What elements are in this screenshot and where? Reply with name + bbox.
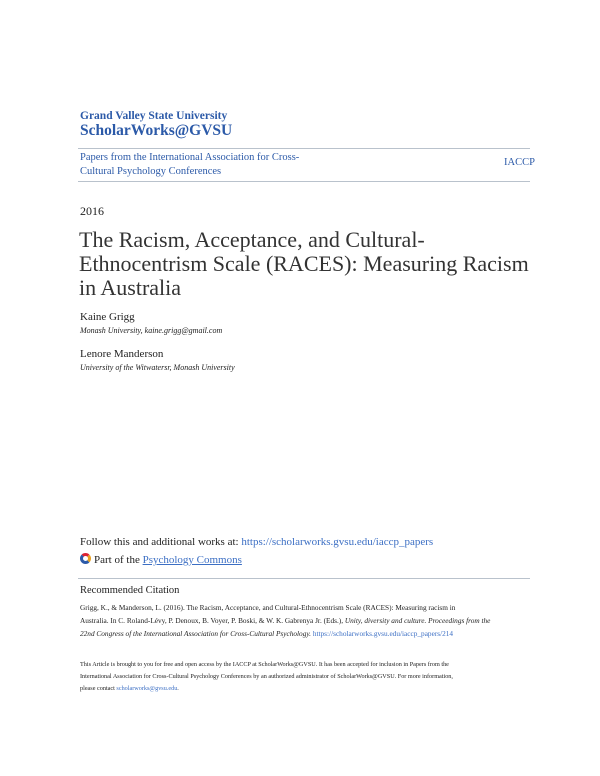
divider <box>78 181 530 182</box>
citation-text-part: Unity, diversity and culture. Proceedings from the <box>344 616 491 625</box>
footer-text: please contact <box>80 685 117 692</box>
citation-text-part: Australia. In C. Roland-Lévy, P. Denoux, B. Voyer, P. Boski, & W. K. Gabrenya Jr. (Eds.), <box>80 616 345 625</box>
title-line: in Australia <box>79 275 182 300</box>
divider <box>78 578 530 579</box>
repository-name[interactable]: ScholarWorks@GVSU <box>80 122 233 139</box>
part-of-line <box>80 553 242 566</box>
follow-line <box>80 536 433 548</box>
commons-logo-icon <box>80 553 91 564</box>
footer-line: International Association for Cross-Cultural Psychology Conferences by an authorized administrator of ScholarWorks@GVSU. For more information, <box>80 673 453 680</box>
citation-text-part: 22nd Congress of the International Association for Cross-Cultural Psychology. <box>80 629 313 638</box>
citation-heading: Recommended Citation <box>80 585 180 596</box>
year: 2016 <box>80 204 104 218</box>
divider <box>78 148 530 149</box>
footer-line: This Article is brought to you for free and open access by the IACCP at ScholarWorks@GVSU. It has been accepted for inclusion in Papers from the <box>80 661 449 668</box>
citation-line: Grigg, K., & Manderson, L. (2016). The Racism, Acceptance, and Cultural-Ethnocentrism Scale (RACES): Measuring racism in <box>80 603 456 612</box>
title-line: Ethnocentrism Scale (RACES): Measuring Racism <box>79 251 529 276</box>
footer-line <box>80 683 453 695</box>
paper-title <box>79 228 529 300</box>
series-link[interactable] <box>80 151 299 179</box>
author-affiliation: University of the Witwatersr, Monash University <box>80 363 235 372</box>
footer-notice <box>80 659 453 695</box>
follow-label: Follow this and additional works at: <box>80 536 242 548</box>
institution-name: Grand Valley State University <box>80 110 228 122</box>
citation-line <box>80 627 490 640</box>
contact-email-link[interactable]: scholarworks@gvsu.edu <box>116 685 178 692</box>
citation-url-link[interactable]: https://scholarworks.gvsu.edu/iaccp_papers/214 <box>312 629 454 638</box>
follow-url-link[interactable]: https://scholarworks.gvsu.edu/iaccp_papers <box>241 536 434 548</box>
citation-text <box>80 601 490 640</box>
part-of-label: Part of the <box>94 554 143 566</box>
series-short-link[interactable]: IACCP <box>504 157 535 168</box>
author-name: Lenore Manderson <box>80 348 164 360</box>
citation-line <box>80 614 490 627</box>
author-name: Kaine Grigg <box>80 311 135 323</box>
series-line: Papers from the International Association for Cross- <box>80 152 300 163</box>
series-line: Cultural Psychology Conferences <box>80 166 222 177</box>
author-affiliation: Monash University, kaine.grigg@gmail.com <box>80 326 223 335</box>
title-line: The Racism, Acceptance, and Cultural- <box>79 227 425 252</box>
psychology-commons-link[interactable]: Psychology Commons <box>142 554 242 566</box>
footer-text: . <box>177 685 179 692</box>
